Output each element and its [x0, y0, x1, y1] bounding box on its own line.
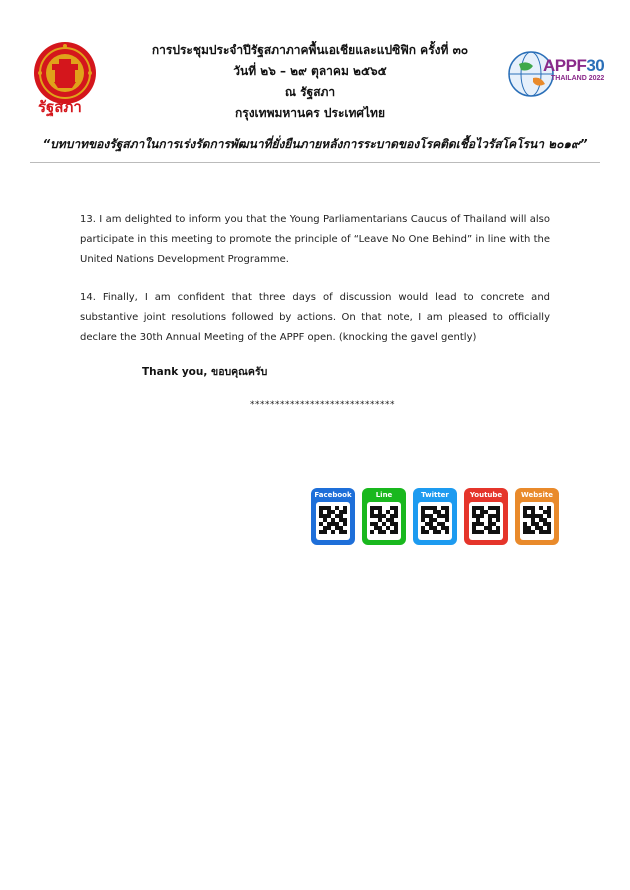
appf-wordmark: [543, 56, 604, 76]
closing-thanks: Thank you, ขอบคุณครับ: [142, 366, 268, 378]
qr-code: [367, 502, 401, 540]
conference-heading: [110, 40, 510, 124]
seal-caption: รัฐสภา: [38, 98, 82, 116]
twitter-qr-card[interactable]: [413, 488, 457, 545]
conference-city: กรุงเทพมหานคร ประเทศไทย: [234, 106, 386, 120]
paragraph-14: 14. Finally, I am confident that three days of discussion would lead to concrete and substantive joint resolutions followed by actions. On that note, I am pleased to officially declare the 30th Annual Meeting of the APPF open. (knocking the gavel gently): [80, 292, 550, 343]
conference-title: การประชุมประจำปีรัฐสภาภาคพื้นเอเชียและแปซิฟิก ครั้งที่ ๓๐: [151, 43, 469, 57]
qr-code: [469, 502, 503, 540]
social-qr-row: [311, 488, 561, 546]
qr-label: Website: [521, 491, 553, 499]
appf-logo: [505, 42, 605, 102]
appf-subtitle: THAILAND 2022: [551, 75, 605, 82]
facebook-qr-icon: [319, 506, 347, 534]
conference-dates: วันที่ ๒๖ – ๒๙ ตุลาคม ๒๕๖๕: [233, 64, 387, 78]
line-qr-card[interactable]: [362, 488, 406, 545]
end-separator: *****************************: [250, 400, 395, 410]
appf-main: APPF: [543, 56, 587, 75]
paragraph-13: 13. I am delighted to inform you that the Young Parliamentarians Caucus of Thailand will also participate in this meeting to promote the principle of “Leave No One Behind” in line with the United Nations Development Programme.: [80, 214, 550, 265]
appf-number: 30: [586, 56, 605, 75]
conference-theme: “บทบาทของรัฐสภาในการเร่งรัดการพัฒนาที่ยั่งยืนภายหลังการระบาดของโรคติดเชื้อไวรัสโคโรนา ๒๐๑๙”: [42, 137, 588, 151]
youtube-qr-icon: [472, 506, 500, 534]
line-qr-icon: [370, 506, 398, 534]
qr-label: Facebook: [314, 491, 352, 499]
qr-label: Twitter: [421, 491, 449, 499]
website-qr-icon: [523, 506, 551, 534]
qr-code: [418, 502, 452, 540]
youtube-qr-card[interactable]: [464, 488, 508, 545]
qr-label: Youtube: [469, 491, 503, 499]
qr-label: Line: [375, 491, 393, 499]
qr-code: [316, 502, 350, 540]
header-divider: [30, 162, 600, 163]
document-header: [0, 0, 630, 165]
qr-code: [520, 502, 554, 540]
twitter-qr-icon: [421, 506, 449, 534]
website-qr-card[interactable]: [515, 488, 559, 545]
facebook-qr-card[interactable]: [311, 488, 355, 545]
conference-venue: ณ รัฐสภา: [284, 85, 336, 99]
